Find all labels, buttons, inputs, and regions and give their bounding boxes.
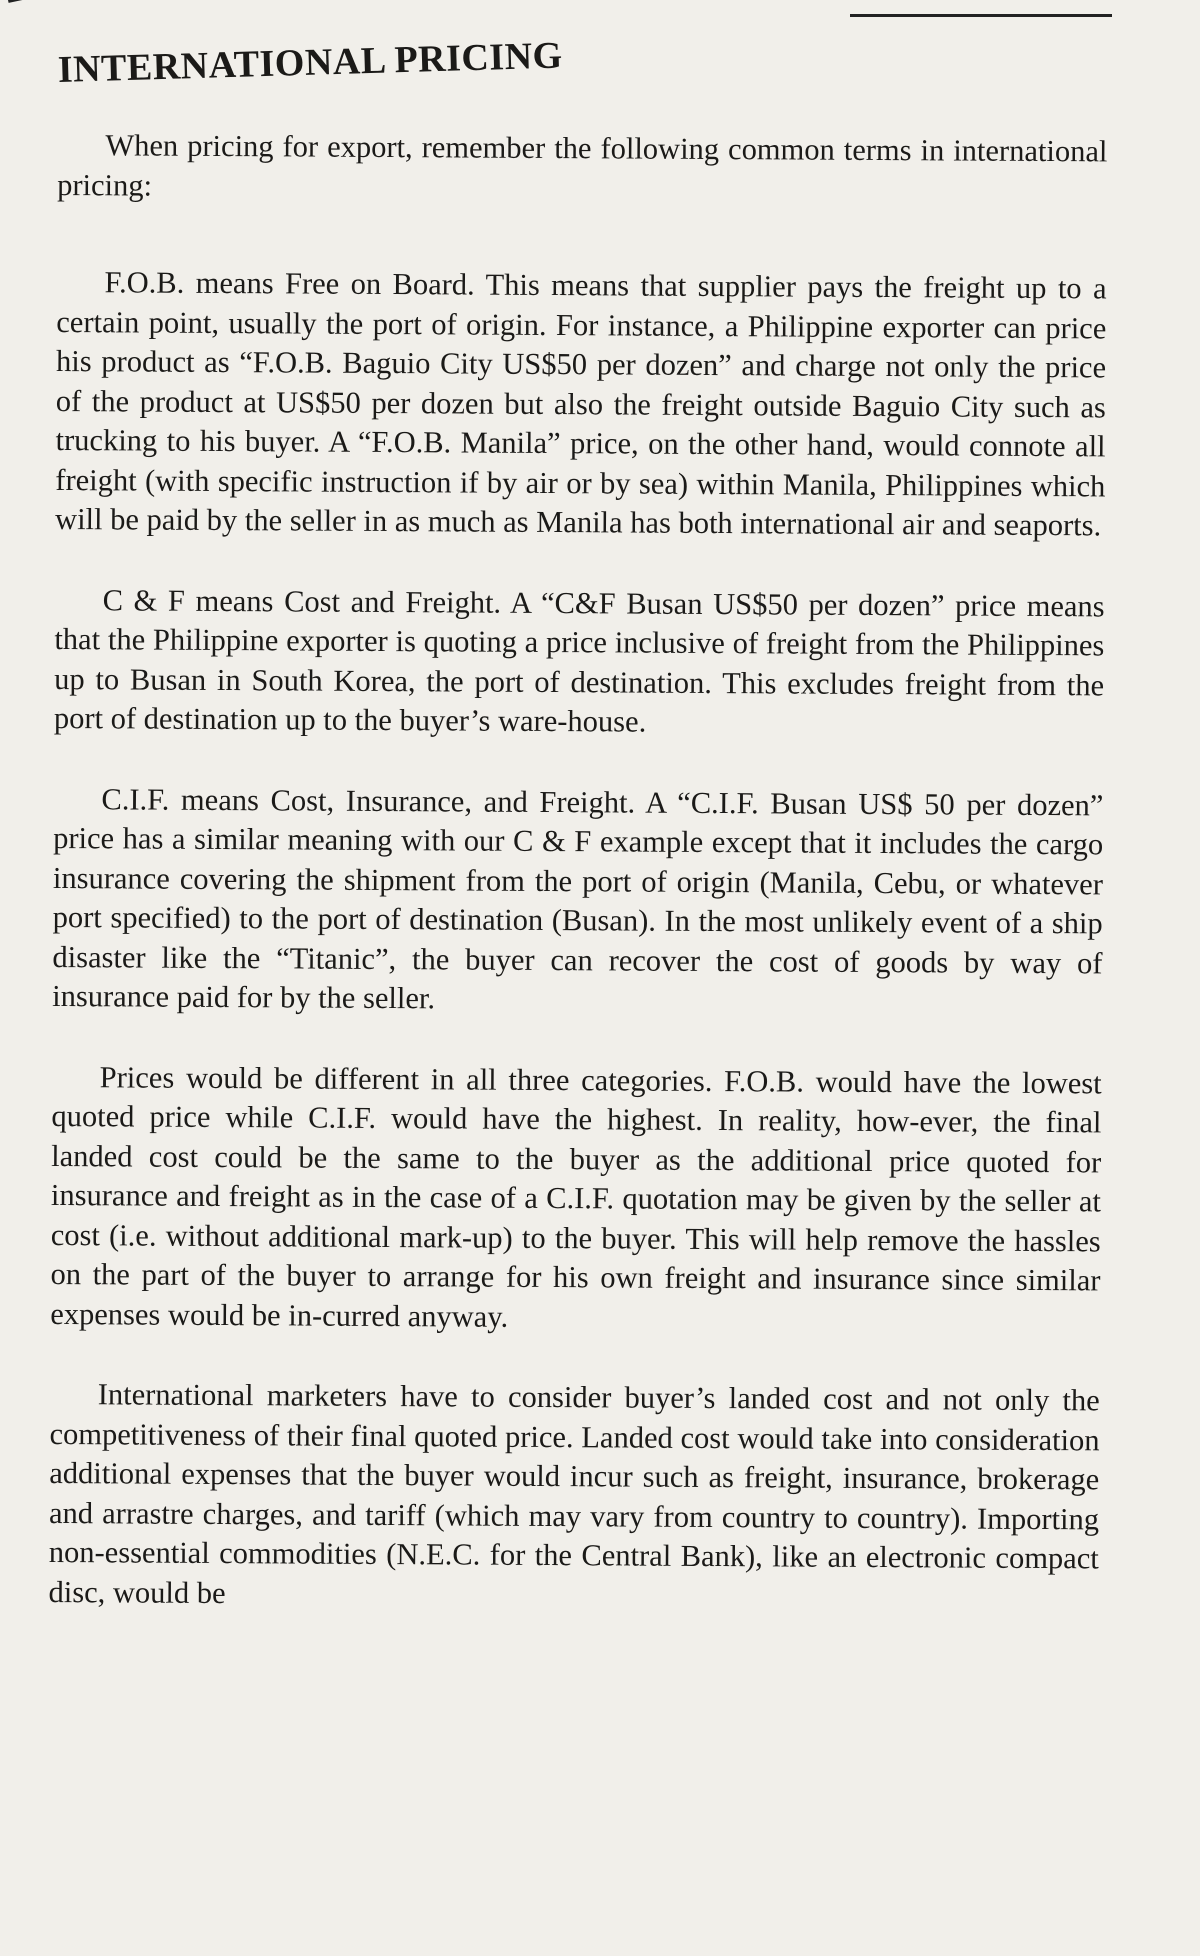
top-left-rule xyxy=(8,0,87,3)
paragraph-intro: When pricing for export, remember the following common terms in international pricing: xyxy=(57,128,1108,203)
document-page xyxy=(48,34,1108,1659)
top-right-rule xyxy=(850,14,1112,17)
page-title: INTERNATIONAL PRICING xyxy=(57,34,564,91)
paragraph-landed-cost: International marketers have to consider buyer’s landed cost and not only the competitiveness of their final quoted price. Landed cost would take into consideration additional expenses that the buyer would incur such as freight, insurance, brokerage and arrastre charges, and tariff (which may vary from country to country). Importing non-essential commodities (N.E.C. for the Central Bank), like an electronic compact disc, would be xyxy=(48,1377,1100,1610)
paragraph-fob: F.O.B. means Free on Board. This means that supplier pays the freight up to a certain point, usually the port of origin. For instance, a Philippine exporter can price his product as “F.O.B. Baguio City US$50 per dozen” and charge not only the price of the product at US$50 per dozen but also the freight outside Baguio City such as trucking to his buyer. A “F.O.B. Manila” price, on the other hand, would connote all freight (with specific instruction if by air or by sea) within Manila, Philippines which will be paid by the seller in as much as Manila has both international air and seaports. xyxy=(55,265,1107,543)
paragraph-cf: C & F means Cost and Freight. A “C&F Busan US$50 per dozen” price means that the Philippine exporter is quoting a price inclusive of freight from the Philippines up to Busan in South Korea, the port of destination. This excludes freight from the port of destination up to the buyer’s ware-house. xyxy=(53,582,1105,739)
paragraph-cif: C.I.F. means Cost, Insurance, and Freight. A “C.I.F. Busan US$ 50 per dozen” price has a similar meaning with our C & F example except that it includes the cargo insurance covering the shipment from the port of origin (Manila, Cebu, or whatever port specified) to the port of destination (Busan). In the most unlikely event of a ship disaster like the “Titanic”, the buyer can recover the cost of goods by way of insurance paid for by the seller. xyxy=(52,781,1104,1016)
paragraph-price-comparison: Prices would be different in all three categories. F.O.B. would have the lowest quoted price while C.I.F. would have the highest. In reality, how-ever, the final landed cost could be the same to the buyer as the additional price quoted for insurance and freight as in the case of a C.I.F. quotation may be given by the seller at cost (i.e. without additional mark-up) to the buyer. This will help remove the hassles on the part of the buyer to arrange for his own freight and insurance since similar expenses would be in-curred anyway. xyxy=(50,1059,1102,1334)
